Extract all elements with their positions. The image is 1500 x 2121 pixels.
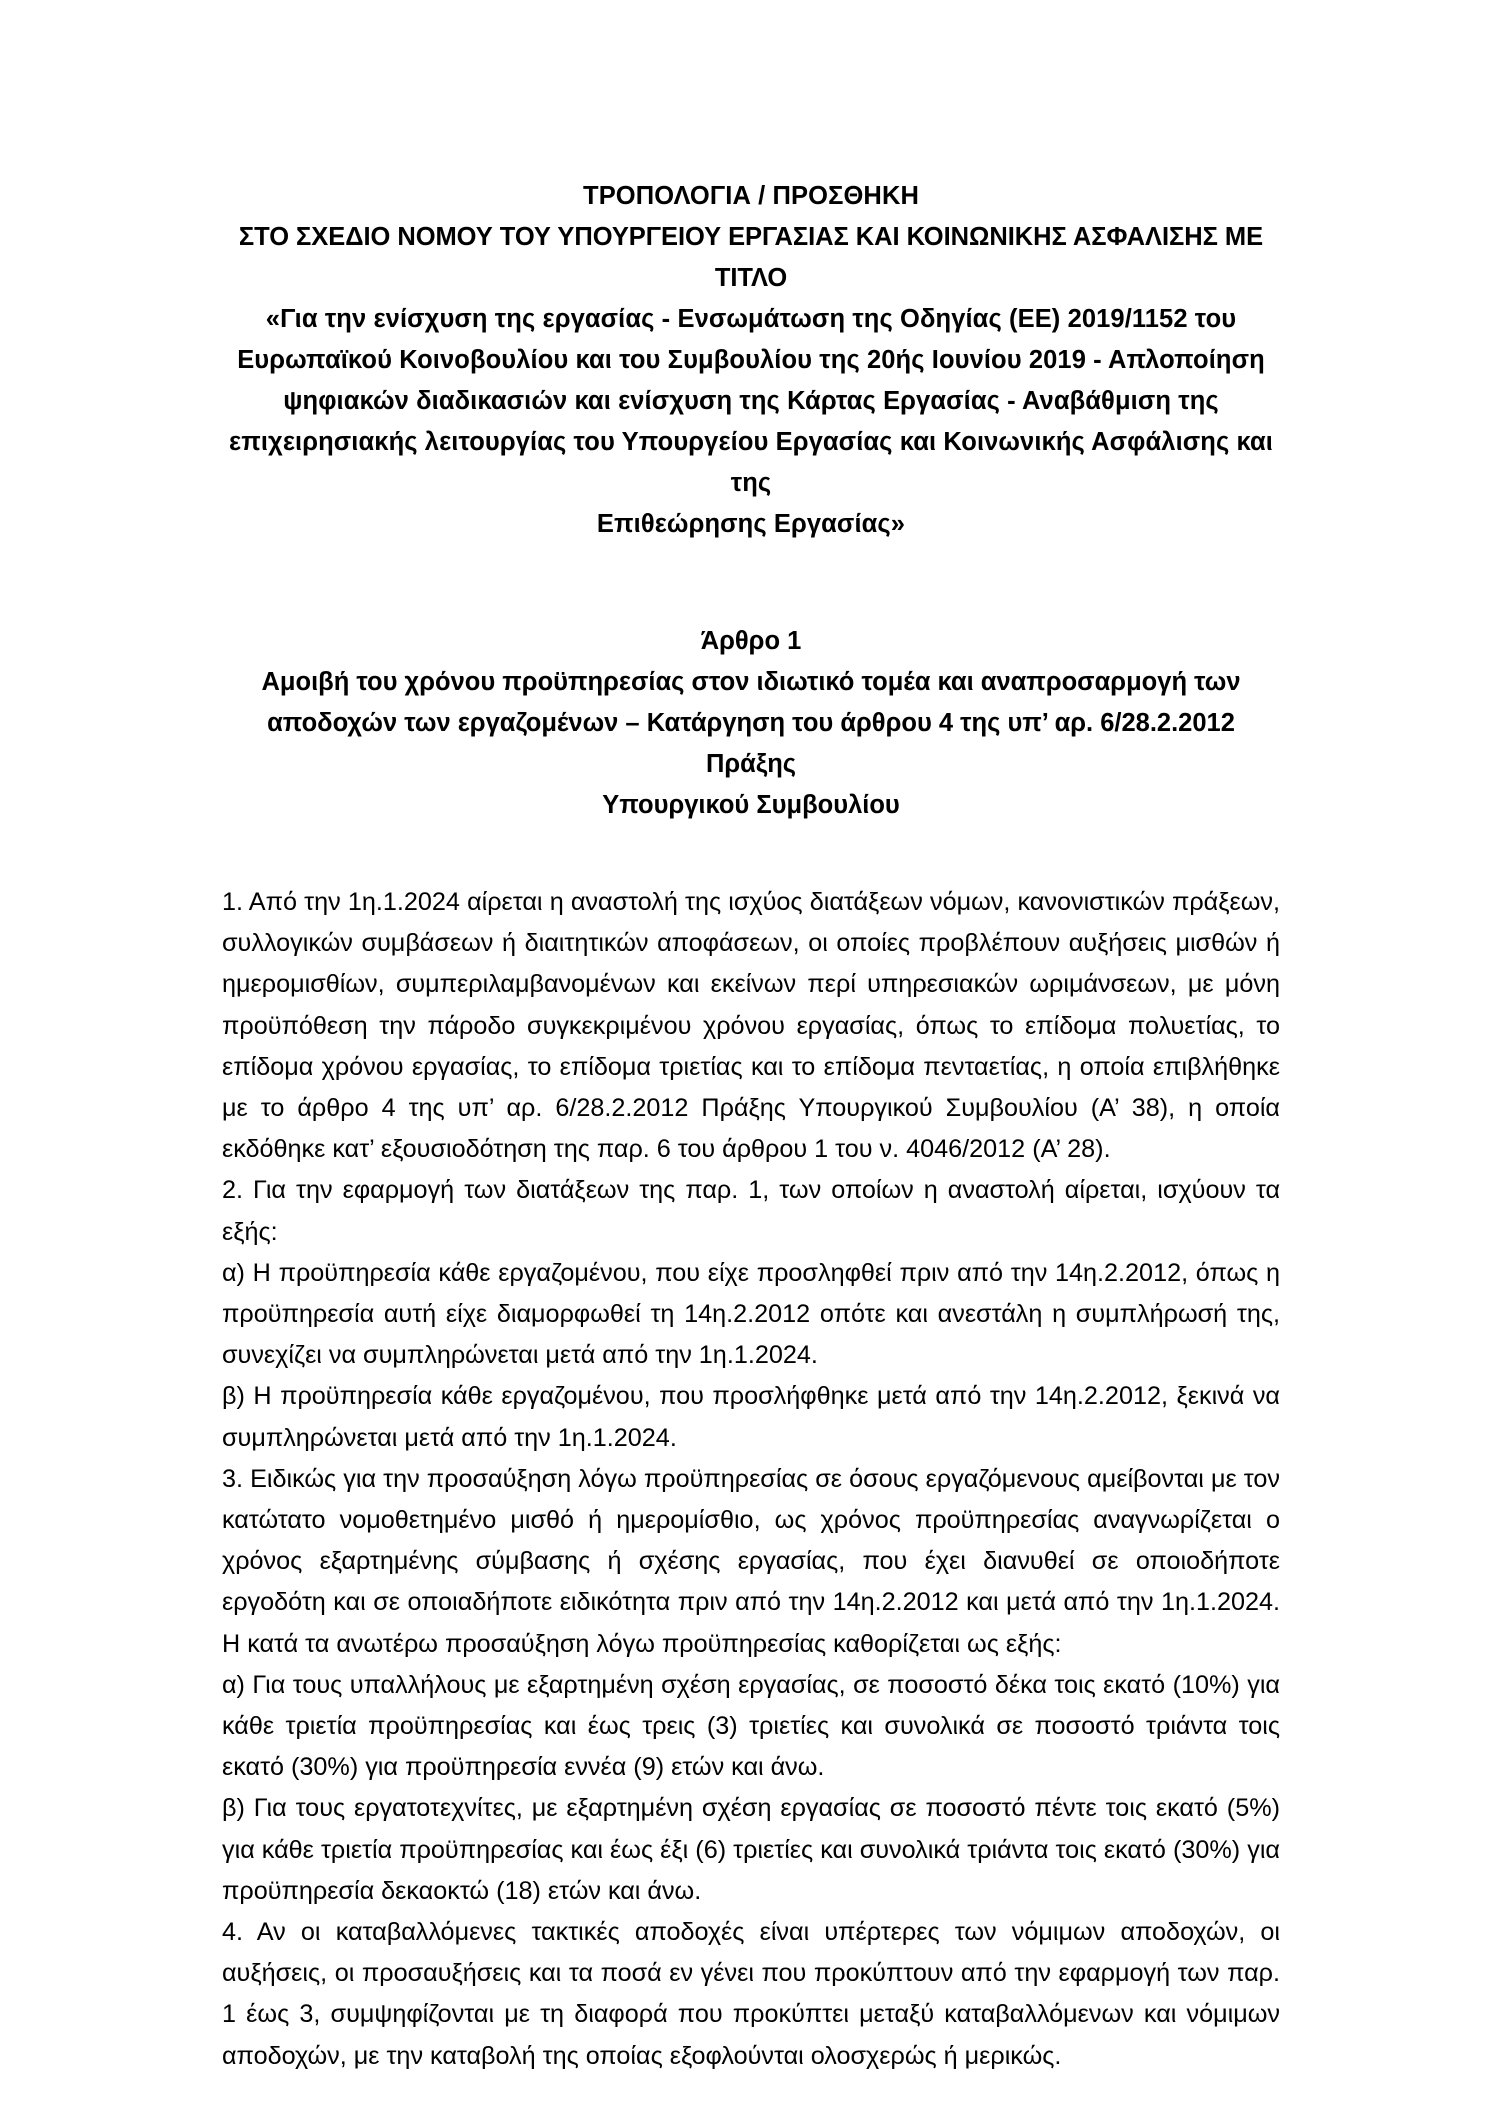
title-line-7: Επιθεώρησης Εργασίας» <box>596 510 906 538</box>
article-number: Άρθρο 1 <box>700 627 802 655</box>
article-title-line-2: αποδοχών των εργαζομένων – Κατάργηση του άρθρου 4 της υπ’ αρ. 6/28.2.2012 Πράξης <box>267 709 1235 778</box>
paragraph-4: 4. Αν οι καταβαλλόμενες τακτικές αποδοχές είναι υπέρτερες των νόμιμων αποδοχών, οι αυξήσεις, οι προσαυξήσεις και τα ποσά εν γένει που προκύπτουν από την εφαρμογή των παρ. 1 έως 3, συμψηφίζονται με τη διαφορά που προκύπτει μεταξύ καταβαλλόμενων και νόμιμων αποδοχών, με την καταβολή της οποίας εξοφλούνται ολοσχερώς ή μερικώς. <box>222 1918 1280 2070</box>
article-title-line-3: Υπουργικού Συμβουλίου <box>602 791 900 819</box>
paragraph-3b: β) Για τους εργατοτεχνίτες, με εξαρτημένη σχέση εργασίας σε ποσοστό πέντε τοις εκατό (5%) για κάθε τριετία προϋπηρεσίας και έως έξι (6) τριετίες και συνολικά τριάντα τοις εκατό (30%) για προϋπηρεσία δεκαοκτώ (18) ετών και άνω. <box>222 1794 1280 1905</box>
document-title-block <box>222 176 1280 545</box>
title-line-2: ΣΤΟ ΣΧΕΔΙΟ ΝΟΜΟΥ ΤΟΥ ΥΠΟΥΡΓΕΙΟΥ ΕΡΓΑΣΙΑΣ ΚΑΙ ΚΟΙΝΩΝΙΚΗΣ ΑΣΦΑΛΙΣΗΣ ΜΕ ΤΙΤΛΟ <box>238 223 1264 292</box>
title-line-1: ΤΡΟΠΟΛΟΓΙΑ / ΠΡΟΣΘΗΚΗ <box>583 182 919 210</box>
article-spacer <box>222 826 1280 882</box>
title-spacer <box>222 545 1280 621</box>
title-line-5: ψηφιακών διαδικασιών και ενίσχυση της Κάρτας Εργασίας - Αναβάθμιση της <box>283 387 1219 415</box>
document-body <box>222 882 1280 2077</box>
title-line-3: «Για την ενίσχυση της εργασίας - Ενσωμάτωση της Οδηγίας (ΕΕ) 2019/1152 του <box>265 305 1237 333</box>
paragraph-3a: α) Για τους υπαλλήλους με εξαρτημένη σχέση εργασίας, σε ποσοστό δέκα τοις εκατό (10%) για κάθε τριετία προϋπηρεσίας και έως τρεις (3) τριετίες και συνολικά σε ποσοστό τριάντα τοις εκατό (30%) για προϋπηρεσία εννέα (9) ετών και άνω. <box>222 1670 1280 1782</box>
document-content <box>222 176 1280 2077</box>
paragraph-3: 3. Ειδικώς για την προσαύξηση λόγω προϋπηρεσίας σε όσους εργαζόμενους αμείβονται με τον κατώτατο νομοθετημένο μισθό ή ημερομίσθιο, ως χρόνος προϋπηρεσίας αναγνωρίζεται ο χρόνος εξαρτημένης σύμβασης ή σχέσης εργασίας, που έχει διανυθεί σε οποιοδήποτε εργοδότη και σε οποιαδήποτε ειδικότητα πριν από την 14η.2.2012 και μετά από την 1η.1.2024. Η κατά τα ανωτέρω προσαύξηση λόγω προϋπηρεσίας καθορίζεται ως εξής: <box>222 1464 1280 1658</box>
paragraph-2b: β) Η προϋπηρεσία κάθε εργαζομένου, που προσλήφθηκε μετά από την 14η.2.2012, ξεκινά να συμπληρώνεται μετά από την 1η.1.2024. <box>222 1382 1280 1452</box>
article-title-line-1: Αμοιβή του χρόνου προϋπηρεσίας στον ιδιωτικό τομέα και αναπροσαρμογή των <box>261 668 1241 696</box>
article-heading-block <box>222 621 1280 826</box>
title-line-4: Ευρωπαϊκού Κοινοβουλίου και του Συμβουλίου της 20ής Ιουνίου 2019 - Απλοποίηση <box>237 346 1265 374</box>
paragraph-1: 1. Από την 1η.1.2024 αίρεται η αναστολή της ισχύος διατάξεων νόμων, κανονιστικών πράξεων, συλλογικών συμβάσεων ή διαιτητικών αποφάσεων, οι οποίες προβλέπουν αυξήσεις μισθών ή ημερομισθίων, συμπεριλαμβανομένων και εκείνων περί υπηρεσιακών ωριμάνσεων, με μόνη προϋπόθεση την πάροδο συγκεκριμένου χρόνου εργασίας, όπως το επίδομα πολυετίας, το επίδομα χρόνου εργασίας, το επίδομα τριετίας και το επίδομα πενταετίας, η οποία επιβλήθηκε με το άρθρο 4 της υπ’ αρ. 6/28.2.2012 Πράξης Υπουργικού Συμβουλίου (Α’ 38), η οποία εκδόθηκε κατ’ εξουσιοδότηση της παρ. 6 του άρθρου 1 του ν. 4046/2012 (Α’ 28). <box>222 888 1280 1164</box>
paragraph-2: 2. Για την εφαρμογή των διατάξεων της παρ. 1, των οποίων η αναστολή αίρεται, ισχύουν τα εξής: <box>222 1176 1280 1246</box>
paragraph-2a: α) Η προϋπηρεσία κάθε εργαζομένου, που είχε προσληφθεί πριν από την 14η.2.2012, όπως η προϋπηρεσία αυτή είχε διαμορφωθεί τη 14η.2.2012 οπότε και ανεστάλη η συμπλήρωσή της, συνεχίζει να συμπληρώνεται μετά από την 1η.1.2024. <box>222 1258 1280 1370</box>
title-line-6: επιχειρησιακής λειτουργίας του Υπουργείου Εργασίας και Κοινωνικής Ασφάλισης και της <box>229 428 1273 497</box>
